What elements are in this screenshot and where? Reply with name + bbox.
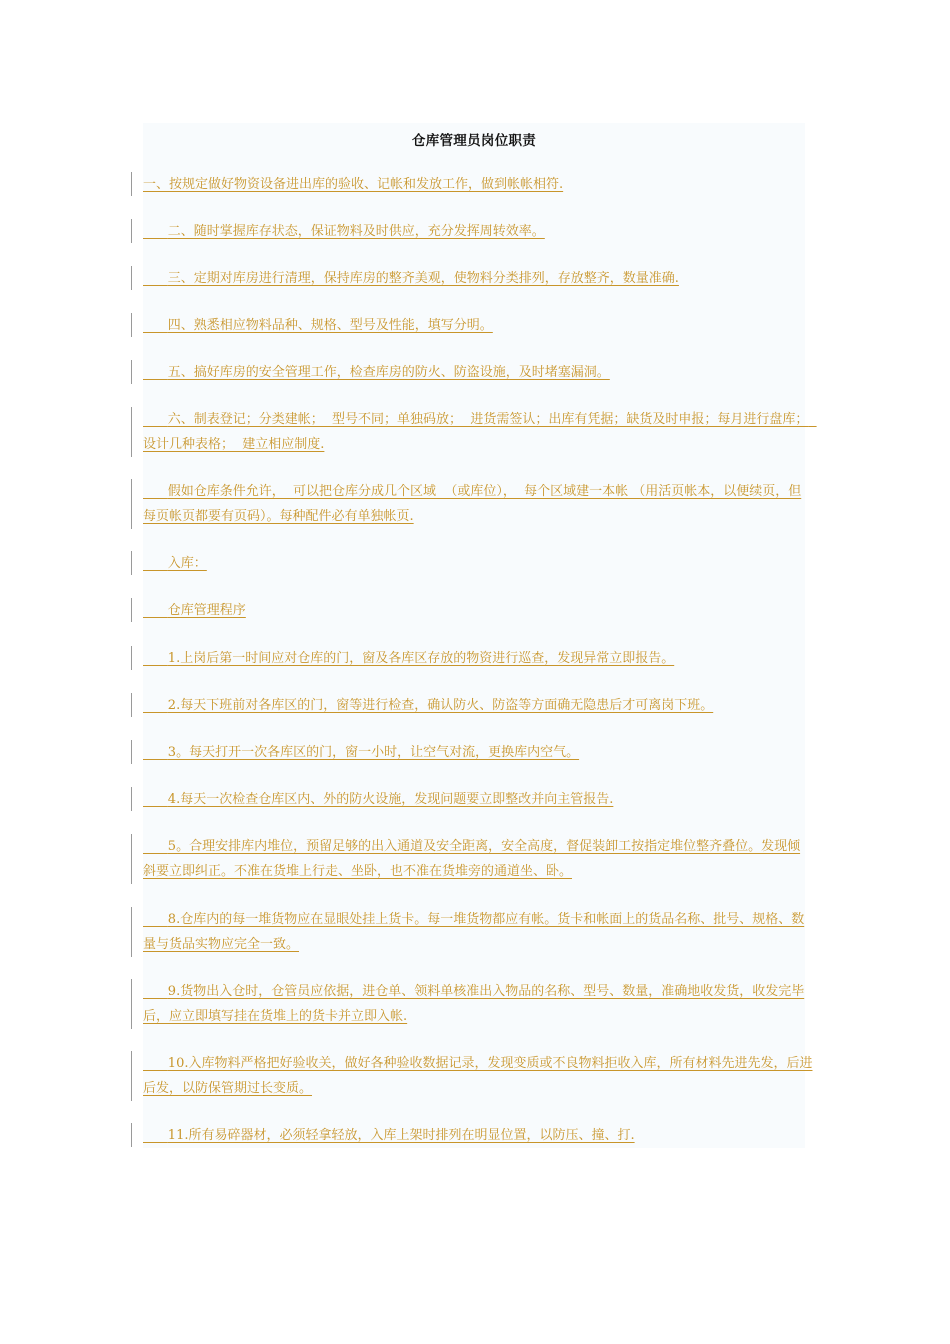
paragraph-18[interactable]: 11.所有易碎器材，必须轻拿轻放，入库上架时排列在明显位置，以防压、撞、打.	[143, 1128, 635, 1143]
change-bar	[131, 693, 132, 717]
paragraph-7[interactable]: 假如仓库条件允许， 可以把仓库分成几个区域 （或库位）， 每个区域建一本帐 （用活页帐本，以便续页，但每页帐页都要有页码）。每种配件必有单独帐页.	[143, 484, 802, 524]
paragraph-1[interactable]: 一、按规定做好物资设备进出库的验收、记帐和发放工作，做到帐帐相符.	[143, 177, 564, 192]
change-bar	[131, 407, 132, 457]
change-bar	[131, 1051, 132, 1101]
change-bar	[131, 787, 132, 811]
change-bar	[131, 551, 132, 575]
paragraph-11[interactable]: 2.每天下班前对各库区的门，窗等进行检查，确认防火、防盗等方面确无隐患后才可离岗下班。	[143, 698, 714, 713]
change-bar	[131, 598, 132, 622]
change-bar	[131, 219, 132, 243]
paragraph-15[interactable]: 8.仓库内的每一堆货物应在显眼处挂上货卡。每一堆货物都应有帐。货卡和帐面上的货品名称、批号、规格、数量与货品实物应完全一致。	[143, 912, 805, 952]
paragraph-12[interactable]: 3。每天打开一次各库区的门，窗一小时，让空气对流，更换库内空气。	[143, 745, 580, 760]
change-bar	[131, 360, 132, 384]
paragraph-6[interactable]: 六、制表登记；分类建帐； 型号不同；单独码放； 进货需签认；出库有凭据；缺货及时申报；每月进行盘库； 设计几种表格； 建立相应制度.	[143, 412, 817, 452]
change-bar	[131, 646, 132, 670]
change-bar	[131, 907, 132, 957]
paragraph-5[interactable]: 五、搞好库房的安全管理工作，检查库房的防火、防盗设施，及时堵塞漏洞。	[143, 365, 610, 380]
change-bar	[131, 266, 132, 290]
paragraph-17[interactable]: 10.入库物料严格把好验收关，做好各种验收数据记录，发现变质或不良物料拒收入库，所有材料先进先发，后进后发，以防保管期过长变质。	[143, 1056, 813, 1096]
paragraph-2[interactable]: 二、随时掌握库存状态，保证物料及时供应，充分发挥周转效率。	[143, 224, 545, 239]
change-bar	[131, 979, 132, 1029]
paragraph-9[interactable]: 仓库管理程序	[143, 603, 246, 618]
paragraph-16[interactable]: 9.货物出入仓时，仓管员应依据，进仓单、领料单核准出入物品的名称、型号、数量，准确地收发货，收发完毕后，应立即填写挂在货堆上的货卡并立即入帐.	[143, 984, 805, 1024]
paragraph-13[interactable]: 4.每天一次检查仓库区内、外的防火设施，发现问题要立即整改并向主管报告.	[143, 792, 614, 807]
change-bar	[131, 740, 132, 764]
paragraph-10[interactable]: 1.上岗后第一时间应对仓库的门，窗及各库区存放的物资进行巡查，发现异常立即报告。	[143, 651, 675, 666]
paragraph-14[interactable]: 5。合理安排库内堆位，预留足够的出入通道及安全距离，安全高度，督促装卸工按指定堆位整齐叠位。发现倾斜要立即纠正。不准在货堆上行走、坐卧，也不准在货堆旁的通道坐、卧。	[143, 839, 801, 879]
change-bar	[131, 172, 132, 196]
paragraph-4[interactable]: 四、熟悉相应物料品种、规格、型号及性能，填写分明。	[143, 318, 493, 333]
change-bar	[131, 834, 132, 884]
change-bar	[131, 1123, 132, 1147]
page-title: 仓库管理员岗位职责	[411, 133, 537, 149]
paragraph-3[interactable]: 三、定期对库房进行清理，保持库房的整齐美观，使物料分类排列，存放整齐，数量准确.	[143, 271, 679, 286]
change-bar	[131, 313, 132, 337]
change-bar	[131, 479, 132, 529]
paragraph-8[interactable]: 入库：	[143, 556, 207, 571]
